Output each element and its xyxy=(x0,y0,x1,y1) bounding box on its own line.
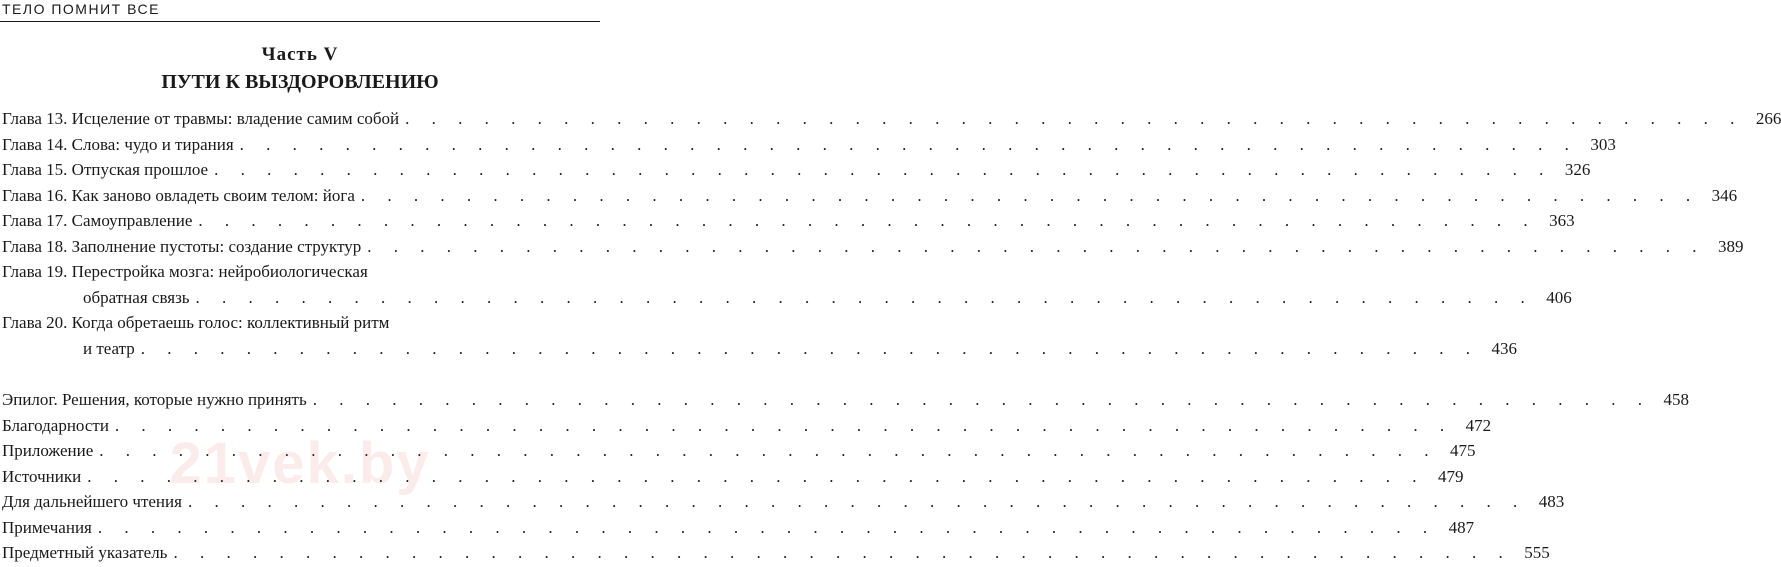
watermark: 21vek.by xyxy=(169,431,431,496)
toc-entry-line xyxy=(2,515,1475,541)
toc-entry-title: Глава 14. Слова: чудо и тирания xyxy=(2,134,234,154)
dot-leader: . . . . . . . . . . . . . . . . . . . . . . . . . . . . . . . . . . . . . . . . . . . . . . . . . . . xyxy=(99,441,1438,460)
dot-leader: . . . . . . . . . . . . . . . . . . . . . . . . . . . . . . . . . . . . . . . . . . . . . . . . . . . xyxy=(140,338,1480,358)
section-gap xyxy=(2,361,600,387)
toc-entry-title: Для дальнейшего чтения xyxy=(2,492,182,511)
dot-leader: . . . . . . . . . . . . . . . . . . . . . . . . . . . . . . . . . . . . . . . . . . . . . . . . . . . xyxy=(195,287,1534,307)
toc-entry-title: Глава 16. Как заново овладеть своим телом: йога xyxy=(2,185,355,205)
table-of-contents xyxy=(2,106,1781,566)
toc-back-matter-entry xyxy=(2,387,1689,413)
toc-entry-line xyxy=(2,208,1575,234)
dot-leader: . . . . . . . . . . . . . . . . . . . . . . . . . . . . . . . . . . . . . . . . . . . . . . . . . . . xyxy=(405,109,1744,128)
part-label: Часть V xyxy=(261,44,339,65)
running-head: ТЕЛО ПОМНИТ ВСЕ xyxy=(2,1,160,17)
toc-chapter-entry xyxy=(2,259,1572,310)
dot-leader: . . . . . . . . . . . . . . . . . . . . . . . . . . . . . . . . . . . . . . . . . . . . . . . . . . . xyxy=(173,543,1512,562)
dot-leader: . . . . . . . . . . . . . . . . . . . . . . . . . . . . . . . . . . . . . . . . . . . . . . . . . . . xyxy=(214,160,1553,179)
toc-entry-title: Глава 20. Когда обретаешь голос: коллективный ритм xyxy=(2,313,390,332)
toc-chapter-entry xyxy=(2,157,1591,183)
toc-entry-title: Эпилог. Решения, которые нужно принять xyxy=(2,390,307,409)
toc-entry-title: Глава 13. Исцеление от травмы: владение самим собой xyxy=(2,109,400,128)
toc-entry-line xyxy=(2,183,1738,209)
toc-page-number: 458 xyxy=(1663,390,1689,409)
toc-entry-continuation xyxy=(2,336,1518,362)
toc-page-number: 326 xyxy=(1564,160,1591,179)
toc-entry-title: Глава 18. Заполнение пустоты: создание структур xyxy=(2,236,362,256)
toc-page-number: 346 xyxy=(1711,185,1738,205)
toc-entry-title: Источники xyxy=(2,466,82,486)
toc-back-matter-entry xyxy=(2,515,1475,541)
toc-entry-line xyxy=(2,310,600,336)
toc-entry-line xyxy=(2,234,1744,260)
chapter-list xyxy=(2,106,1781,361)
dot-leader: . . . . . . . . . . . . . . . . . . . . . . . . . . . . . . . . . . . . . . . . . . . . . . . . . . . xyxy=(367,236,1706,256)
toc-chapter-entry xyxy=(2,208,1575,234)
toc-page-number: 487 xyxy=(1448,517,1475,537)
toc-page-number: 472 xyxy=(1465,415,1492,435)
toc-entry-line xyxy=(2,413,1492,439)
toc-entry-title: обратная связь xyxy=(83,287,190,307)
dot-leader: . . . . . . . . . . . . . . . . . . . . . . . . . . . . . . . . . . . . . . . . . . . . . . . . . . . xyxy=(114,415,1454,435)
toc-page-number: 555 xyxy=(1524,543,1550,562)
toc-chapter-entry xyxy=(2,234,1744,260)
toc-entry-title: Приложение xyxy=(2,441,94,460)
part-title: ПУТИ К ВЫЗДОРОВЛЕНИЮ xyxy=(161,71,439,93)
toc-entry-line xyxy=(2,132,1616,158)
toc-entry-title: Благодарности xyxy=(2,415,109,435)
toc-page-number: 406 xyxy=(1546,287,1572,307)
toc-entry-title: Глава 15. Отпуская прошлое xyxy=(2,160,209,179)
toc-entry-line xyxy=(2,157,1591,183)
toc-page-number: 483 xyxy=(1538,492,1565,511)
toc-entry-title: и театр xyxy=(83,338,135,358)
toc-page-number: 266 xyxy=(1755,109,1781,128)
toc-page-number: 479 xyxy=(1437,466,1464,486)
dot-leader: . . . . . . . . . . . . . . . . . . . . . . . . . . . . . . . . . . . . . . . . . . . . . . . . . . . xyxy=(239,134,1578,154)
toc-entry-line xyxy=(2,489,1565,515)
toc-chapter-entry xyxy=(2,183,1738,209)
back-matter-list xyxy=(2,387,1689,566)
toc-chapter-entry xyxy=(2,310,1518,361)
toc-entry-title: Глава 17. Самоуправление xyxy=(2,211,193,230)
dot-leader: . . . . . . . . . . . . . . . . . . . . . . . . . . . . . . . . . . . . . . . . . . . . . . . . . . . xyxy=(87,466,1426,486)
dot-leader: . . . . . . . . . . . . . . . . . . . . . . . . . . . . . . . . . . . . . . . . . . . . . . . . . . . xyxy=(312,390,1651,409)
toc-entry-line xyxy=(2,464,1464,490)
toc-entry-title: Примечания xyxy=(2,517,92,537)
toc-entry-line xyxy=(2,106,1781,132)
toc-page-number: 436 xyxy=(1491,338,1518,358)
toc-chapter-entry xyxy=(2,132,1616,158)
dot-leader: . . . . . . . . . . . . . . . . . . . . . . . . . . . . . . . . . . . . . . . . . . . . . . . . . . . xyxy=(187,492,1527,511)
toc-entry-continuation xyxy=(2,285,1572,311)
dot-leader: . . . . . . . . . . . . . . . . . . . . . . . . . . . . . . . . . . . . . . . . . . . . . . . . . . . xyxy=(198,211,1537,230)
toc-back-matter-entry xyxy=(2,464,1464,490)
toc-entry-line xyxy=(2,438,1476,464)
toc-entry-title: Глава 19. Перестройка мозга: нейробиологическая xyxy=(2,262,368,281)
toc-back-matter-entry xyxy=(2,438,1476,464)
toc-entry-line xyxy=(2,387,1689,413)
toc-page-number: 363 xyxy=(1549,211,1575,230)
toc-entry-title: Предметный указатель xyxy=(2,543,168,562)
toc-chapter-entry xyxy=(2,106,1781,132)
toc-page-number: 475 xyxy=(1450,441,1476,460)
toc-entry-line xyxy=(2,540,1550,566)
toc-page-number: 303 xyxy=(1590,134,1616,154)
toc-back-matter-entry xyxy=(2,413,1492,439)
toc-entry-line xyxy=(2,259,600,285)
toc-page-number: 389 xyxy=(1718,236,1744,256)
toc-back-matter-entry xyxy=(2,540,1550,566)
toc-back-matter-entry xyxy=(2,489,1565,515)
dot-leader: . . . . . . . . . . . . . . . . . . . . . . . . . . . . . . . . . . . . . . . . . . . . . . . . . . . xyxy=(360,185,1700,205)
header-rule xyxy=(0,21,600,22)
dot-leader: . . . . . . . . . . . . . . . . . . . . . . . . . . . . . . . . . . . . . . . . . . . . . . . . . . . xyxy=(97,517,1437,537)
